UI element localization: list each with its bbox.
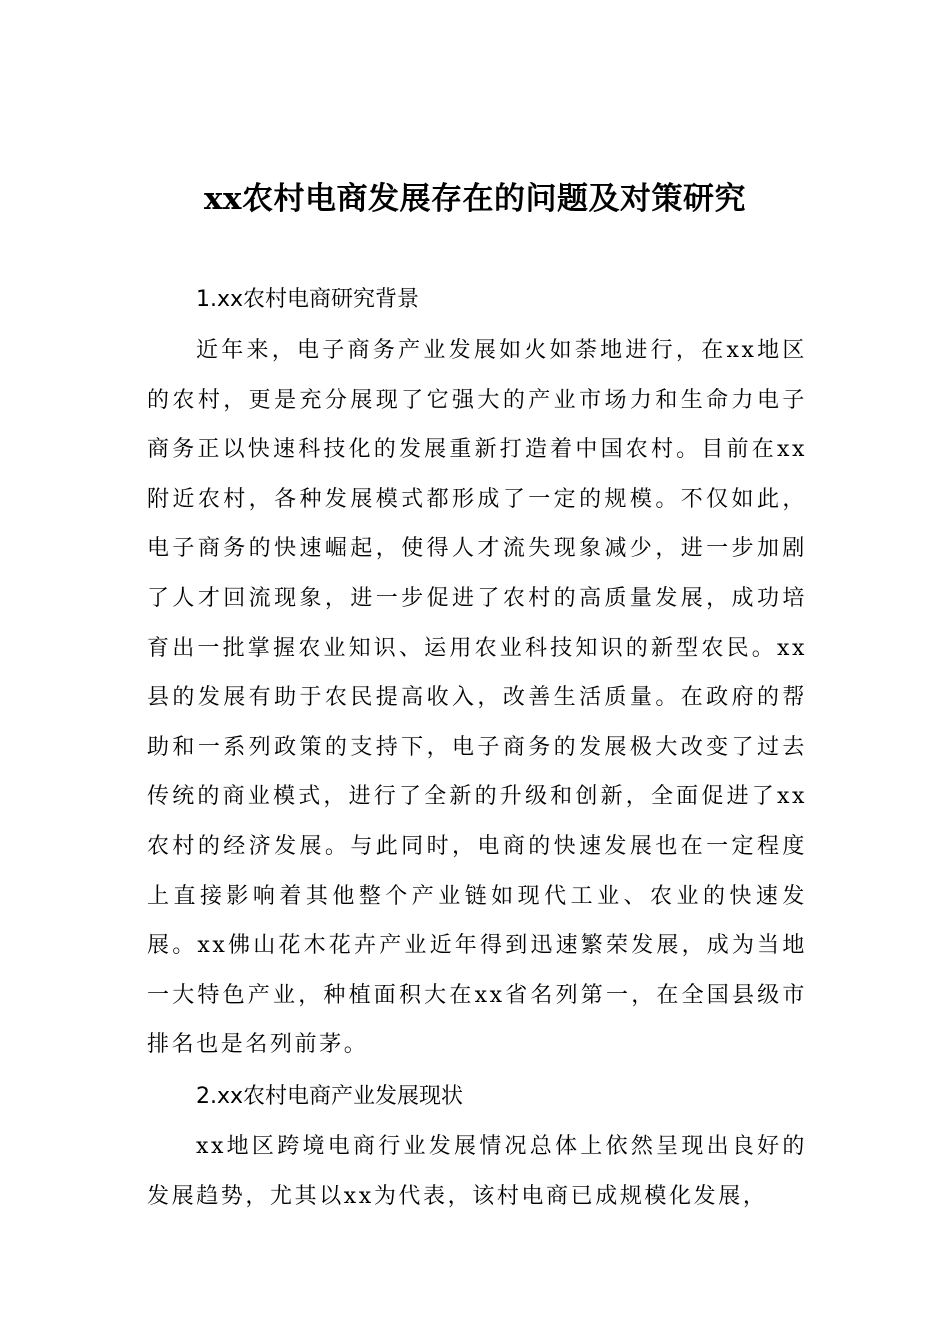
section-1-paragraph: 近年来，电子商务产业发展如火如荼地进行，在xx地区的农村，更是充分展现了它强大的产业市场力和生命力电子商务正以快速科技化的发展重新打造着中国农村。目前在xx附近农村，各种发展模式都形成了一定的规模。不仅如此，电子商务的快速崛起，使得人才流失现象减少，进一步加剧了人才回流现象，进一步促进了农村的高质量发展，成功培育出一批掌握农业知识、运用农业科技知识的新型农民。xx县的发展有助于农民提高收入，改善生活质量。在政府的帮助和一系列政策的支持下，电子商务的发展极大改变了过去传统的商业模式，进行了全新的升级和创新，全面促进了xx农村的经济发展。与此同时，电商的快速发展也在一定程度上直接影响着其他整个产业链如现代工业、农业的快速发展。xx佛山花木花卉产业近年得到迅速繁荣发展，成为当地一大特色产业，种植面积大在xx省名列第一，在全国县级市排名也是名列前茅。: [147, 338, 807, 1058]
section-2-paragraph: xx地区跨境电商行业发展情况总体上依然呈现出良好的发展趋势，尤其以xx为代表，该村电商已成规模化发展，: [147, 1134, 807, 1209]
document-title: xx农村电商发展存在的问题及对策研究: [204, 181, 746, 217]
section-1-heading: 1.xx农村电商研究背景: [196, 287, 420, 312]
section-2-heading: 2.xx农村电商产业发展现状: [196, 1084, 464, 1109]
